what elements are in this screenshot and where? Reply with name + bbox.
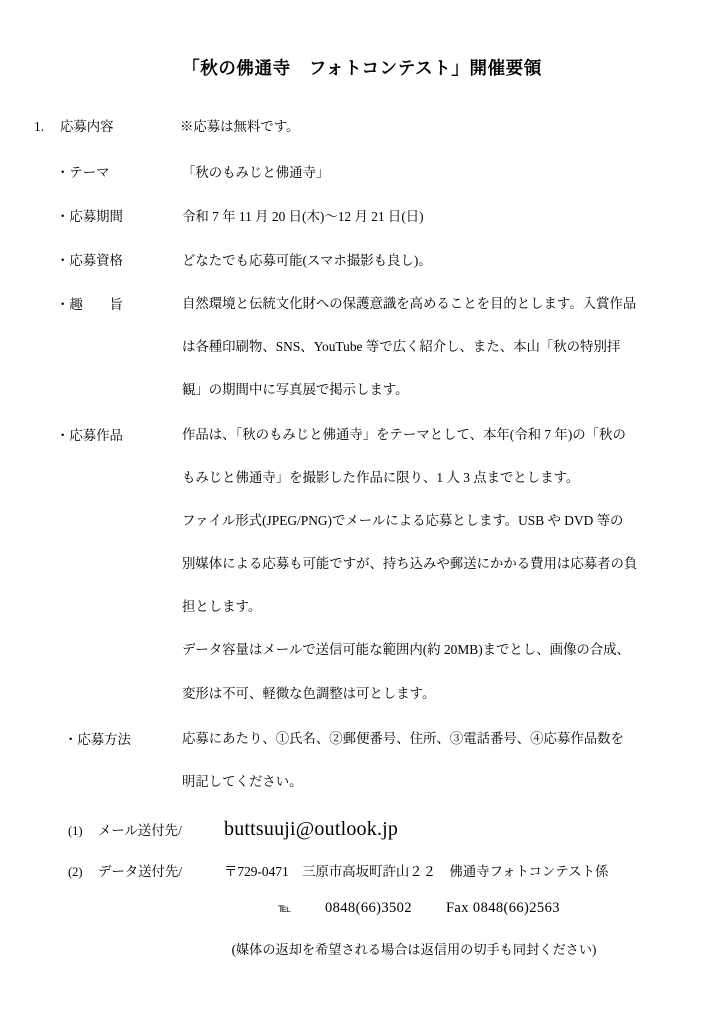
item-method-text xyxy=(182,729,690,792)
item-theme-value: 「秋のもみじと佛通寺」 xyxy=(182,164,330,180)
footer-note: (媒体の返却を希望される場合は返信用の切手も同封ください) xyxy=(231,941,597,957)
contact-email-value[interactable]: buttsuuji@outlook.jp xyxy=(224,817,399,840)
text-line: 作品は、「秋のもみじと佛通寺」をテーマとして、本年(令和 7 年)の「秋の xyxy=(182,426,626,442)
text-line: 担とします。 xyxy=(182,599,262,615)
item-eligibility-label: ・応募資格 xyxy=(56,252,123,268)
text-line: ファイル形式(JPEG/PNG)でメールによる応募とします。USB や DVD 等の xyxy=(182,513,624,529)
contact-address-label: データ送付先/ xyxy=(98,863,183,879)
item-period-value: 令和 7 年 11 月 20 日(木)～12 月 21 日(日) xyxy=(182,208,424,224)
text-line: 別媒体による応募も可能ですが、持ち込みや郵送にかかる費用は応募者の負 xyxy=(182,556,638,572)
item-theme-label: ・テーマ xyxy=(56,164,110,180)
text-line: 明記してください。 xyxy=(182,773,303,789)
text-line: 自然環境と伝統文化財への保護意識を高めることを目的とします。入賞作品 xyxy=(182,295,637,311)
section-number: 1. xyxy=(34,118,45,134)
item-period xyxy=(34,206,690,225)
contact-fax-value: Fax 0848(66)2563 xyxy=(445,899,560,916)
contact-index: (2) xyxy=(68,864,83,879)
section-heading-row xyxy=(34,117,690,137)
contact-phone-row xyxy=(68,900,690,917)
contact-phone-value: 0848(66)3502 xyxy=(324,899,412,916)
section-application-details xyxy=(34,117,690,792)
item-works xyxy=(34,425,690,704)
section-label: 応募内容 xyxy=(60,118,114,134)
item-method-label: ・応募方法 xyxy=(64,731,131,747)
text-line: 観」の期間中に写真展で掲示します。 xyxy=(182,381,409,397)
item-purpose-label: ・趣 旨 xyxy=(56,296,123,312)
section-note: ※応募は無料です。 xyxy=(180,118,300,134)
telephone-icon: ℡ xyxy=(278,900,291,915)
item-theme xyxy=(34,162,690,181)
text-line: データ容量はメールで送信可能な範囲内(約 20MB)までとし、画像の合成、 xyxy=(182,642,630,658)
text-line: 変形は不可、軽微な色調整は可とします。 xyxy=(182,685,436,701)
item-period-label: ・応募期間 xyxy=(56,208,123,224)
contact-address-value: 〒729-0471 三原市高坂町許山２２ 佛通寺フォトコンテスト係 xyxy=(224,863,609,879)
contact-index: (1) xyxy=(68,823,83,838)
contact-email-label: メール送付先/ xyxy=(98,822,182,838)
item-works-label: ・応募作品 xyxy=(56,427,123,443)
item-eligibility xyxy=(34,250,690,269)
contact-email-row xyxy=(68,818,690,841)
item-works-text xyxy=(182,425,690,704)
item-eligibility-value: どなたでも応募可能(スマホ撮影も良し)。 xyxy=(182,252,432,268)
item-purpose-text xyxy=(182,294,690,400)
contact-address-row xyxy=(68,861,690,880)
text-line: もみじと佛通寺」を撮影した作品に限り、1 人 3 点までとします。 xyxy=(182,470,580,486)
item-purpose xyxy=(34,294,690,400)
item-method xyxy=(34,729,690,792)
page-title: 「秋の佛通寺 フォトコンテスト」開催要領 xyxy=(182,58,542,78)
text-line: 応募にあたり、①氏名、②郵便番号、住所、③電話番号、④応募作品数を xyxy=(182,730,624,746)
contact-section xyxy=(34,818,690,958)
text-line: は各種印刷物、SNS、YouTube 等で広く紹介し、また、本山「秋の特別拝 xyxy=(182,338,621,354)
